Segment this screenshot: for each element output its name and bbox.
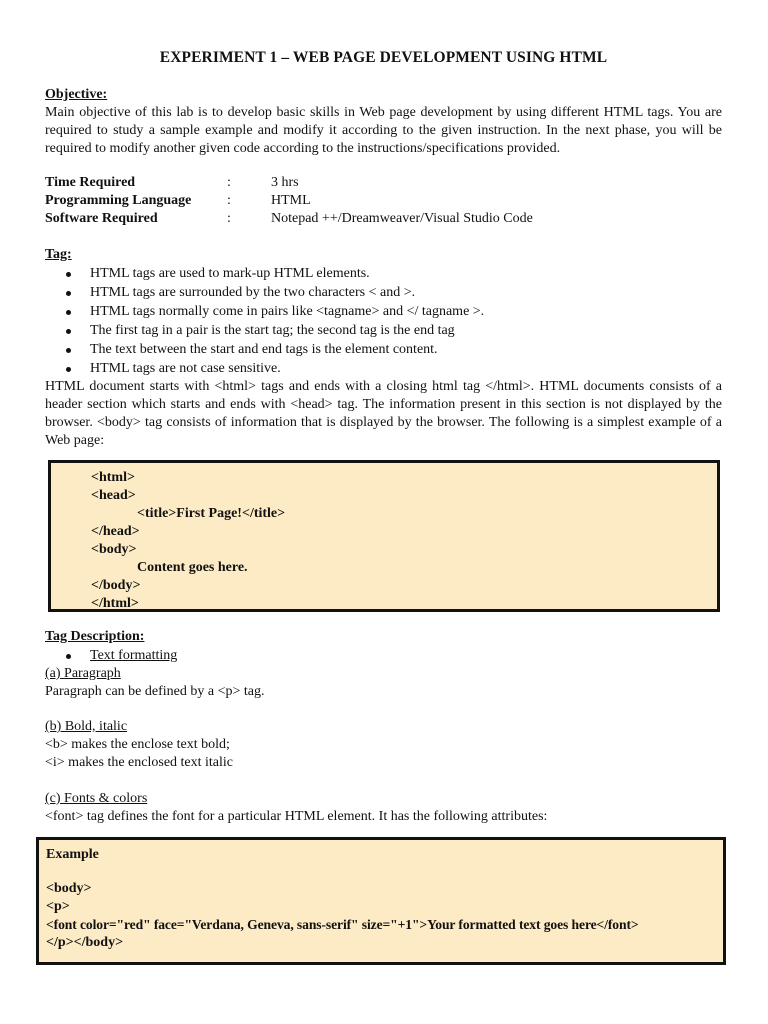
requirement-separator: :	[227, 175, 231, 190]
code-line: </html>	[91, 596, 139, 611]
code-line: Content goes here.	[137, 560, 248, 575]
tag-description-heading: Tag Description:	[45, 629, 145, 644]
list-item: HTML tags are surrounded by the two characters < and >.	[45, 284, 722, 303]
requirement-value: HTML	[271, 193, 311, 208]
fonts-colors-subheading: (c) Fonts & colors	[45, 791, 148, 806]
requirement-key: Programming Language	[45, 193, 192, 208]
requirement-key: Time Required	[45, 175, 136, 190]
objective-heading: Objective:	[45, 87, 108, 102]
tag-description-list	[45, 647, 722, 666]
tag-paragraph: HTML document starts with <html> tags and ends with a closing html tag </html>. HTML documents consists of a header section which starts and ends with <head> tag. The information present in this section is not displayed by the browser. <body> tag consists of information that is displayed by the browser. The following is a simplest example of a Web page:	[45, 379, 722, 448]
italic-text: <i> makes the enclosed text italic	[45, 755, 234, 770]
bold-text: <b> makes the enclose text bold;	[45, 737, 230, 752]
fonts-colors-text: <font> tag defines the font for a particular HTML element. It has the following attributes:	[45, 809, 548, 824]
paragraph-subheading: (a) Paragraph	[45, 666, 121, 681]
requirement-value: 3 hrs	[271, 175, 299, 190]
code-line: </head>	[91, 524, 140, 539]
list-item: The first tag in a pair is the start tag; the second tag is the end tag	[45, 322, 722, 341]
requirement-key: Software Required	[45, 211, 158, 226]
code-example-box	[36, 837, 726, 965]
list-item: HTML tags are not case sensitive.	[45, 360, 722, 379]
code-line: <title>First Page!</title>	[137, 506, 286, 521]
requirement-value: Notepad ++/Dreamweaver/Visual Studio Code	[271, 211, 533, 226]
page-title: EXPERIMENT 1 – WEB PAGE DEVELOPMENT USING HTML	[159, 49, 608, 66]
code-line: <p>	[46, 899, 70, 914]
code-line: <html>	[91, 470, 135, 485]
paragraph-text: Paragraph can be defined by a <p> tag.	[45, 684, 265, 699]
list-item-label: Text formatting	[90, 648, 178, 663]
code-line: <font color="red" face="Verdana, Geneva, sans-serif" size="+1">Your formatted text goes here</font>	[46, 917, 639, 932]
tag-bullet-list	[45, 265, 722, 379]
code-line: </p></body>	[46, 935, 124, 950]
requirement-row	[45, 174, 722, 192]
code-line: </body>	[91, 578, 141, 593]
objective-text: Main objective of this lab is to develop basic skills in Web page development by using different HTML tags. You are required to study a sample example and modify it according to the given instruction. In the next phase, you will be required to modify another given code according to the instructions/specifications provided.	[45, 105, 722, 156]
example-heading: Example	[46, 847, 99, 862]
code-line: <body>	[91, 542, 137, 557]
code-example-box	[48, 460, 720, 612]
requirement-separator: :	[227, 211, 231, 226]
requirement-separator: :	[227, 193, 231, 208]
bold-italic-subheading: (b) Bold, italic	[45, 719, 128, 734]
list-item: The text between the start and end tags is the element content.	[45, 341, 722, 360]
list-item	[45, 647, 722, 666]
code-line: <head>	[91, 488, 136, 503]
tag-heading: Tag:	[45, 247, 72, 262]
list-item: HTML tags normally come in pairs like <tagname> and </ tagname >.	[45, 303, 722, 322]
requirement-row	[45, 192, 722, 210]
code-line: <body>	[46, 881, 92, 896]
requirement-row	[45, 210, 722, 228]
list-item: HTML tags are used to mark-up HTML elements.	[45, 265, 722, 284]
